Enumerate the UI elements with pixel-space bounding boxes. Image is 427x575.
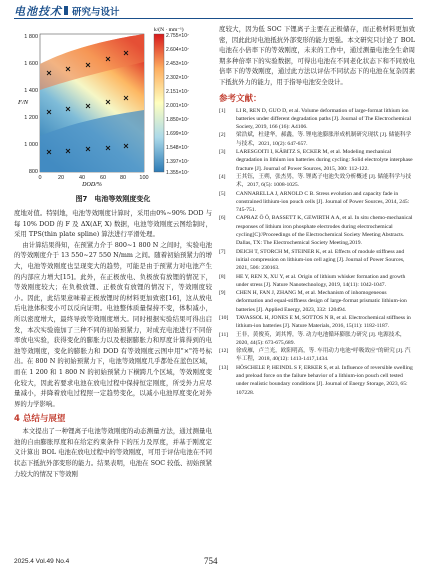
- reference-text: TAVASSOL H, JONES E M, SOTTOS N R, et al. Electrochemical stiffness in lithium-ion batteries [J]. Nature Materials, 2016, 15(11): 1182-1187.: [236, 314, 411, 330]
- left-column: [14, 24, 212, 479]
- reference-item: [219, 214, 415, 247]
- colorbar-tick: 1.548×10⁷: [166, 145, 189, 151]
- page-number: 754: [204, 556, 218, 566]
- reference-number: [13]: [219, 364, 229, 371]
- left-paragraph-3: 本文提出了一种锂离子电池等效刚度的动态测量方法，通过测量电池的自由膨胀厚度和在给定约束条件下的压力及厚度，并基于刚度定义计算出 BOL 电池在放电过程中的等效刚度，可用于评估电池在不同状态下抵抗外部变形的能力。结果表明，电池在 SOC 较低、初始预紧力较大的情况下等效刚: [14, 427, 212, 478]
- reference-item: [219, 347, 415, 364]
- colorbar-tick: 1.850×10⁷: [166, 117, 189, 123]
- reference-item: [219, 273, 415, 290]
- reference-item: [219, 131, 415, 148]
- colorbar-tick: 2.001×10⁷: [166, 103, 189, 109]
- reference-text: 王其钰，王朔，张杰男，等. 锂离子电池失效分析概述 [J]. 储能科学与技术，2017, 6(5): 1008-1025.: [236, 173, 412, 189]
- reference-item: [219, 248, 415, 273]
- reference-text: LI R, REN D, GUO D, et al. Volume deformation of large-format lithium ion batteries under different degradation paths [J]. Journal of The Electrochemical Society, 2019, 166 (16): A4106.: [236, 107, 411, 131]
- reference-number: [1]: [219, 107, 226, 114]
- reference-text: 梁浩斌，杜建华，郝鑫，等. 锂电池膨胀形成机制研究现状 [J]. 储能科学与技术，2021, 10(2): 647-657.: [236, 132, 412, 147]
- references-heading: 参考文献：: [219, 93, 262, 104]
- reference-text: CANNARELLA J, ARNOLD C B. Stress evolution and capacity fade in constrained lithium-ion pouch cells [J]. Journal of Power Sources, 2014, 245: 745-751.: [236, 190, 410, 214]
- reference-number: [10]: [219, 314, 229, 321]
- colorbar-title: k/(N · mm⁻¹): [154, 27, 184, 33]
- colorbar-tick: 2.151×10⁷: [166, 89, 189, 95]
- stiffness-contour-plot: [14, 24, 212, 186]
- reference-number: [2]: [219, 132, 226, 139]
- reference-text: 王非，黄俊英，刘其博，等. 动力电池循环膨胀力研究 [J]. 电源技术，2020, 44(5): 673-675,689.: [236, 331, 406, 346]
- reference-text: DEICH T, STORCH M, STEINER K, et al. Effects of module stiffness and initial compression on lithium-ion cell aging [J]. Journal of Power Sources, 2021, 506: 230163.: [236, 248, 405, 272]
- right-paragraph-1: 度较大，因为低 SOC 下锂离子主要在正极储存，而正极材料更加致密，因此此时电池抵抗外部变形的能力更强。本文研究只讨论了 BOL 电池在小倍率下的等效刚度，未来的工作中，通过测量电池全生命周期多种倍率下的实验数据，可得出电池在不同老化状态下和不同放电倍率下的等效刚度，通过此方法以评估不同状态下的电池在复杂因素下抵抗外力的能力，用于指导电池安全设计。: [219, 25, 415, 86]
- y-tick: 1 400: [24, 88, 38, 94]
- reference-text: 徐成雁，卢兰光，欧阳明高，等. 车用动力电池“呼吸效应”的研究 [J]. 汽车工程，2018, 40(12): 1413-1417,1434.: [236, 348, 411, 363]
- reference-text: HÖSCHELE P, HEINDL S F, ERKER S, et al. Influence of reversible swelling and preload force on the failure behavior of a lithium-ion pouch cell tested under realistic boundary conditions [J]. Journal of Energy Storage, 2023, 65: 107228.: [236, 364, 413, 396]
- colorbar-tick: 2.755×10⁷: [166, 33, 189, 39]
- reference-item: [219, 148, 415, 173]
- issue-info: 2025.4 Vol.49 No.4: [14, 558, 70, 565]
- y-tick: 1 800: [24, 34, 38, 40]
- reference-number: [11]: [219, 331, 229, 338]
- left-paragraph-1: 度地对值。特别地，电池等效刚度计算时，采用由0%~90% DOD 与每 10% DOD 的 F 及 ΔX(ΔF, X) 数据，电池等效刚度云图绘制时，采用 TPS(thin plate spline) 算法进行平滑处理。: [14, 209, 212, 239]
- colorbar-tick: 1.699×10⁷: [166, 131, 189, 137]
- colorbar-tick: 2.302×10⁷: [166, 75, 189, 81]
- reference-item: [219, 190, 415, 215]
- x-tick: 100: [139, 175, 149, 181]
- reference-number: [3]: [219, 149, 226, 156]
- x-tick: 40: [78, 175, 86, 181]
- reference-text: HE Y, REN X, XU Y, et al. Origin of lithium whisker formation and growth under stress [J]. Nature Nanotechnology, 2019, 14(11): 1042-1047.: [236, 273, 406, 288]
- reference-item: [219, 289, 415, 314]
- reference-item: [219, 107, 415, 132]
- colorbar-tick: 1.397×10⁷: [166, 159, 189, 165]
- reference-number: [9]: [219, 290, 226, 297]
- page-header: [0, 0, 427, 22]
- x-tick: 60: [99, 175, 107, 181]
- reference-number: [8]: [219, 273, 226, 280]
- reference-text: LARESGOITI I, KÄBITZ S, ECKER M, et al. Modeling mechanical degradation in lithium ion batteries during cycling: Solid electrolyte interphase fracture [J]. Journal of Power Sources, 2015, 300: 112-122.: [236, 149, 413, 172]
- y-axis-label: F/N: [18, 99, 29, 106]
- reference-item: [219, 314, 415, 331]
- reference-number: [7]: [219, 248, 226, 255]
- reference-list: [219, 107, 415, 397]
- section-name: 研究与设计: [72, 7, 120, 18]
- x-tick: 20: [57, 175, 65, 181]
- reference-text: CAPRAZ Ö Ö, BASSETT K, GEWIRTH A A, et al. In situ chemo-mechanical responses of lithium iron phosphate electrodes during electrochemical cycling[C]//Proceedings of the Electrochemical Society Meeting Abstracts. Dallas, TX: The Electrochemical Society Meeting,2019.: [236, 215, 413, 247]
- stiffness-figure: [14, 24, 212, 194]
- y-tick: 1 000: [24, 142, 38, 148]
- y-tick: 1 200: [24, 115, 38, 121]
- reference-item: [219, 173, 415, 190]
- reference-number: [5]: [219, 190, 226, 197]
- y-tick: 1 600: [24, 61, 38, 67]
- left-paragraph-2: 由计算结果得知，在预紧力介于 800~1 800 N 之间时，实验电池的等效刚度介于 13 550~27 550 N/mm 之间。随着初始预紧力的增大，电池等效刚度也呈现变大的趋势，可能是由于预紧力对电池产生的内部应力增大[15]。此外，在正极放电、负极放有放锂的情况下，等效刚度较大；在负极放锂、正极放有放锂的情况下，等效刚度较小。因此，此结果意味着正极放锂时的材料更加致密[16]，这从放电后电池体积变小可以反向证明。电池整体质量保持不变，体积减小，所以密度增大，最终导致等效刚度增大。同时根据实验结果可得出启发，本次实验施加了三种不同的初始预紧力，对成充电池进行不同倍率放电实验，获得变化的膨胀力以及根据膨胀力和厚度计算得到的电池等效刚度，变化的膨胀力和 DOD 有等效刚度云图中用"×"符号标出。在 800 N 的初始预紧力下，电池等效刚度几乎都处在蓝色区域，而在 1 200 和 1 800 N 的初始预紧力下横跨几个区域，等效刚度变化较大，因此若要求电池在放电过程中保持恒定刚度，所受外力应尽量减小，并降着放电过程照一定趋势变化，以减小电池厚度变化对外界的力学影响。: [14, 240, 212, 408]
- reference-item: [219, 331, 415, 348]
- reference-number: [6]: [219, 215, 226, 222]
- reference-text: CHEN H, FAN J, ZHANG M, et al. Mechanism of inhomogeneous deformation and equal-stiffness design of large-format prismatic lithium-ion batteries [J]. Applied Energy, 2023, 332: 120494.: [236, 290, 407, 313]
- x-tick: 80: [119, 175, 127, 181]
- x-tick: 0: [38, 175, 42, 181]
- right-column: [219, 24, 415, 397]
- x-axis-label: DOD/%: [82, 182, 102, 186]
- figure-caption: 图7 电池等效刚度变化: [75, 195, 151, 203]
- colorbar-tick: 2.604×10⁷: [166, 47, 189, 53]
- y-tick: 800: [28, 169, 38, 175]
- reference-number: [12]: [219, 348, 229, 355]
- section-heading-conclusion: 4 总结与展望: [14, 414, 66, 425]
- colorbar: [154, 34, 164, 172]
- header-rule: [14, 18, 413, 19]
- page-footer: [14, 558, 413, 570]
- reference-item: [219, 364, 415, 397]
- colorbar-tick: 1.355×10⁷: [166, 170, 189, 176]
- journal-brand: 电池技术: [14, 5, 62, 18]
- colorbar-tick: 2.453×10⁷: [166, 61, 189, 67]
- reference-number: [4]: [219, 173, 226, 180]
- header-separator: [64, 6, 68, 15]
